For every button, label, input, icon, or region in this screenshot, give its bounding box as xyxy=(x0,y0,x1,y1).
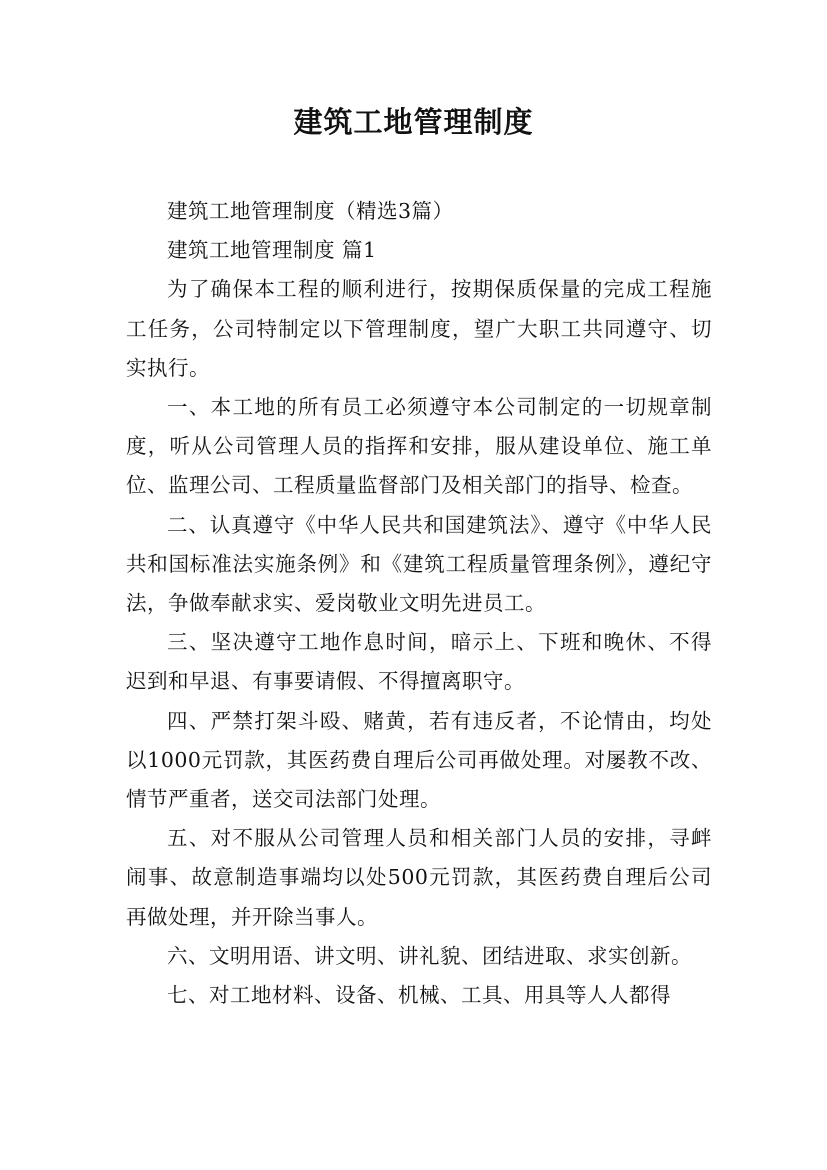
doc-paragraph-rule-2: 二、认真遵守《中华人民共和国建筑法》、遵守《中华人民共和国标准法实施条例》和《建筑工程质量管理条例》，遵纪守法，争做奉献求实、爱岗敬业文明先进员工。 xyxy=(126,512,712,616)
doc-paragraph-rule-3: 三、坚决遵守工地作息时间，暗示上、下班和晚休、不得迟到和早退、有事要请假、不得擅离职守。 xyxy=(126,630,712,694)
document-title: 建筑工地管理制度 xyxy=(293,105,534,139)
document-body xyxy=(126,192,712,1015)
doc-heading-part-1: 建筑工地管理制度 篇1 xyxy=(167,238,377,263)
doc-paragraph-rule-7: 七、对工地材料、设备、机械、工具、用具等人人都得 xyxy=(167,983,671,1008)
doc-paragraph-rule-5: 五、对不服从公司管理人员和相关部门人员的安排，寻衅闹事、故意制造事端均以处500元罚款，其医药费自理后公司再做处理，并开除当事人。 xyxy=(126,826,712,929)
doc-paragraph-rule-4: 四、严禁打架斗殴、赌黄，若有违反者，不论情由，均处以1000元罚款，其医药费自理后公司再做处理。对屡教不改、情节严重者，送交司法部门处理。 xyxy=(126,708,712,812)
doc-paragraph-rule-1: 一、本工地的所有员工必须遵守本公司制定的一切规章制度，听从公司管理人员的指挥和安排，服从建设单位、施工单位、监理公司、工程质量监督部门及相关部门的指导、检查。 xyxy=(126,395,712,498)
doc-paragraph-intro: 为了确保本工程的顺利进行，按期保质保量的完成工程施工任务，公司特制定以下管理制度，望广大职工共同遵守、切实执行。 xyxy=(126,277,712,380)
doc-heading-selection: 建筑工地管理制度（精选3篇） xyxy=(167,199,454,223)
doc-paragraph-rule-6: 六、文明用语、讲文明、讲礼貌、团结进取、求实创新。 xyxy=(167,943,692,968)
